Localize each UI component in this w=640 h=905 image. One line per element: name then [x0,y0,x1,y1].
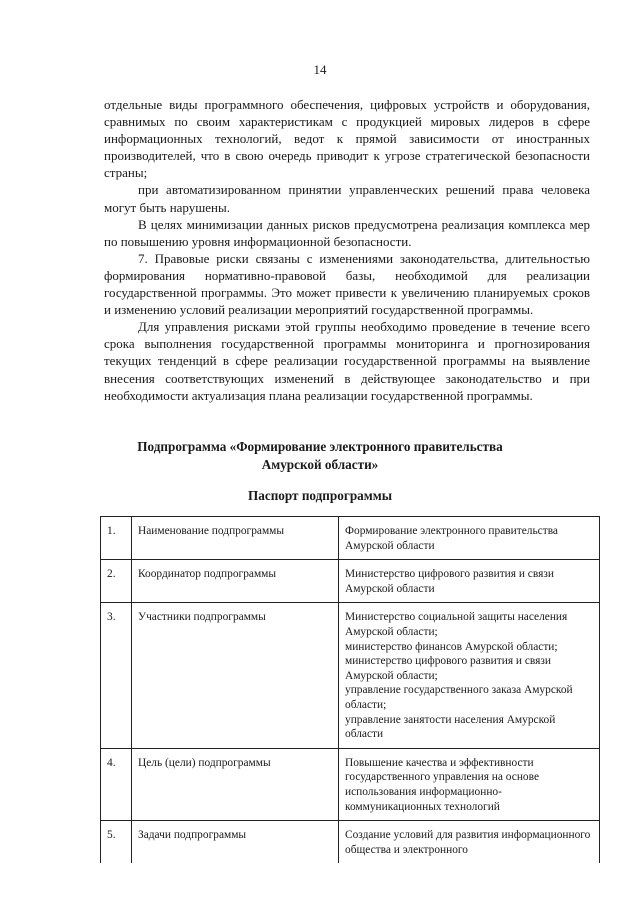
row-number: 2. [101,560,132,603]
page-number: 14 [313,62,327,77]
row-number: 1. [101,517,132,560]
row-label: Наименование подпрограммы [132,517,339,560]
row-label: Участники подпрограммы [132,603,339,748]
row-number: 4. [101,748,132,820]
table-row [101,821,600,864]
row-value: Формирование электронного правительства Амурской области [339,517,600,560]
subprogram-title-line: Подпрограмма «Формирование электронного правительства [137,439,503,454]
row-value: Повышение качества и эффективности государственного управления на основе использования информационно-коммуникационных технологий [339,748,600,820]
row-label: Цель (цели) подпрограммы [132,748,339,820]
row-label: Задачи подпрограммы [132,821,339,864]
passport-table [100,516,600,863]
row-label: Координатор подпрограммы [132,560,339,603]
subprogram-title [0,438,640,474]
row-number: 5. [101,821,132,864]
passport-title: Паспорт подпрограммы [247,488,393,503]
body-text [104,96,590,404]
participant-line: министерство финансов Амурской области; [345,640,558,653]
row-value: Министерство цифрового развития и связи Амурской области [339,560,600,603]
table-row [101,603,600,748]
paragraph: отдельные виды программного обеспечения, цифровых устройств и оборудования, сравнимых по своим характеристикам с продукцией мировых лидеров в сфере информационных технологий, ведот к прямой зависимости от иностранных производителей, что в свою очередь приводит к угрозе стратегической безопасности страны; [104,97,590,181]
subprogram-title-line: Амурской области» [261,457,379,472]
row-number: 3. [101,603,132,748]
table-row [101,748,600,820]
paragraph: В целях минимизации данных рисков предусмотрена реализация комплекса мер по повышению уровня информационной безопасности. [104,216,590,249]
row-value [339,603,600,748]
table-row [101,517,600,560]
paragraph: 7. Правовые риски связаны с изменениями законодательства, длительностью формирования нормативно-правовой базы, необходимой для реализации государственной программы. Это может привести к увеличению планируемых сроков и изменению условий реализации мероприятий государственной программы. [104,250,590,318]
row-value: Создание условий для развития информационного общества и электронного [339,821,600,864]
participant-line: Министерство социальной защиты населения Амурской области; [345,611,568,638]
participant-line: управление государственного заказа Амурской области; [345,684,573,711]
participant-line: управление занятости населения Амурской области [345,713,556,741]
participant-line: министерство цифрового развития и связи Амурской области; [345,655,551,682]
paragraph: Для управления рисками этой группы необходимо проведение в течение всего срока выполнения государственной программы мониторинга и прогнозирования текущих тенденций в сфере реализации государственной программы на выявление внесения соответствующих изменений в действующее законодательство и при необходимости актуализация плана реализации государственной программы. [104,319,590,403]
table-row [101,560,600,603]
paragraph: при автоматизированном принятии управленческих решений права человека могут быть нарушены. [104,182,590,215]
